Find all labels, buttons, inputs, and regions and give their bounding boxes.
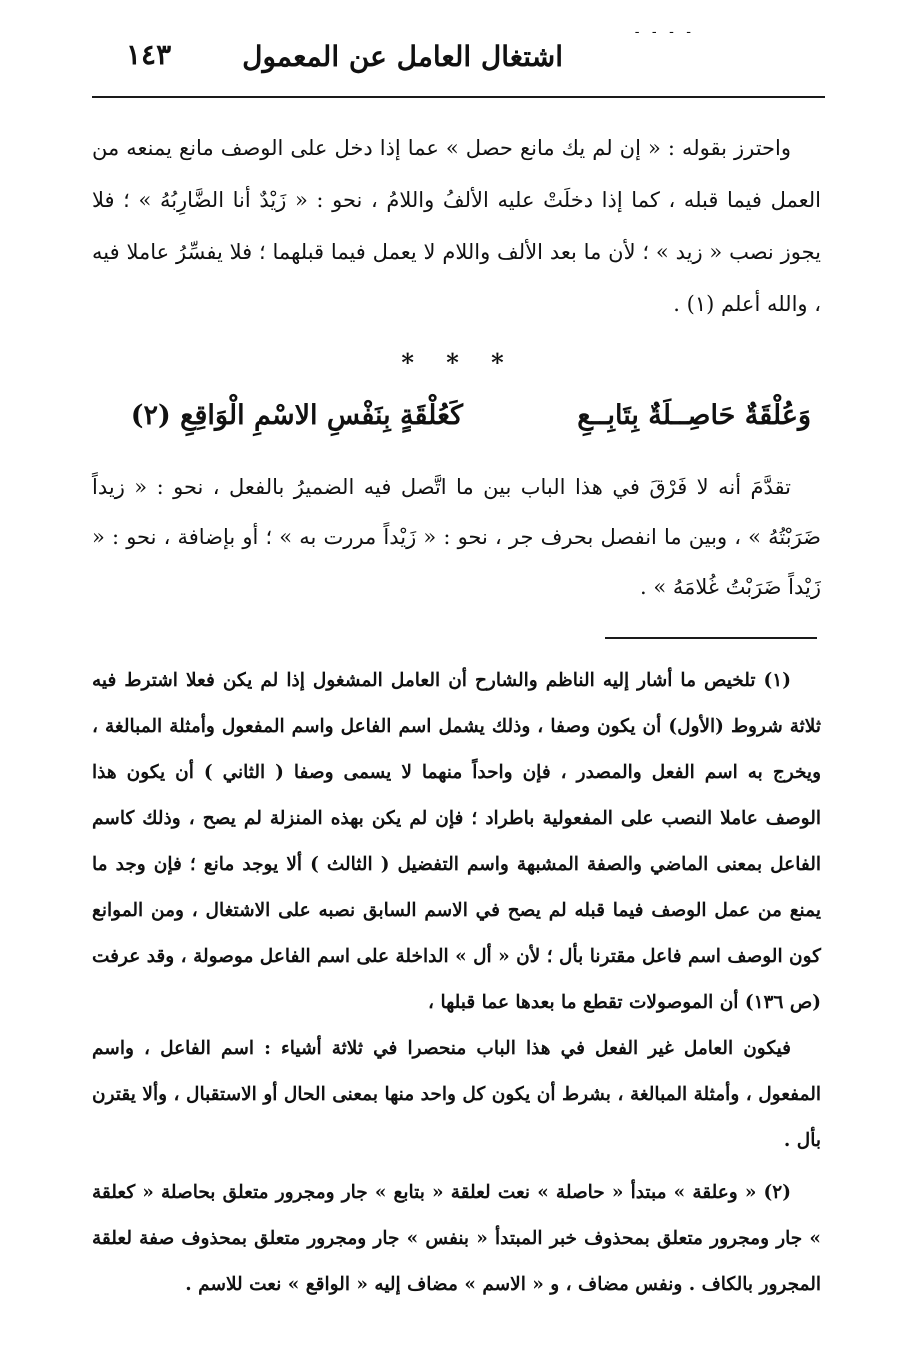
running-title: اشتغال العامل عن المعمول (242, 40, 563, 73)
footnotes (92, 658, 821, 1308)
section-separator: * * * (401, 348, 516, 377)
footnote-1-continued: فيكون العامل غير الفعل في هذا الباب منحصرا في ثلاثة أشياء : اسم الفاعل ، واسم المفعول ، وأمثلة المبالغة ، بشرط أن يكون كل واحد منها بمعنى الحال أو الاستقبال ، وألا يقترن بأل . (92, 1038, 821, 1151)
body-paragraph: واحترز بقوله : « إن لم يك مانع حصل » عما إذا دخل على الوصف مانع يمنعه من العمل فيما قبله ، كما إذا دخلَتْ عليه الألفُ واللامُ ، نحو : « زَيْدٌ أنا الضَّارِبُهُ » ؛ فلا يجوز نصب « زيد » ؛ لأن ما بعد الألف واللام لا يعمل فيما قبلهما ؛ فلا يفسِّرُ عاملا فيه ، والله أعلم (١) . (92, 136, 821, 316)
commentary-text (92, 462, 821, 612)
alfiyya-verse (92, 400, 821, 456)
verse-first-hemistich: وَعُلْقَةٌ حَاصِــلَةٌ بِتَابِــعِ (577, 400, 811, 431)
body-text (92, 122, 821, 330)
page-number: ١٤٣ (126, 38, 172, 71)
commentary-paragraph: تقدَّمَ أنه لا فَرْقَ في هذا الباب بين ما اتَّصل فيه الضميرُ بالفعل ، نحو : « زيداً ضَرَبْتُهُ » ، وبين ما انفصل بحرف جر ، نحو : « زَيْداً مررت به » ؛ أو بإضافة ، نحو : « زَيْداً ضَرَبْتُ غُلامَهُ » . (92, 475, 821, 599)
verse-second-hemistich: كَعُلْقَةٍ بِنَفْسِ الاسْمِ الْوَاقِعِ (٢) (130, 400, 463, 431)
page-header (92, 24, 825, 98)
footnote-2: (٢) « وعلقة » مبتدأ « حاصلة » نعت لعلقة « بتابع » جار ومجرور متعلق بحاصلة « كعلقة » جار ومجرور متعلق بمحذوف خبر المبتدأ « بنفس » جار ومجرور متعلق بمحذوف صفة لعلقة المجرور بالكاف . ونفس مضاف ، و « الاسم » مضاف إليه « الواقع » نعت للاسم . (92, 1182, 821, 1295)
footnote-separator (605, 637, 817, 639)
corner-mark: - - - - (634, 24, 695, 40)
footnote-1: (١) تلخيص ما أشار إليه الناظم والشارح أن العامل المشغول إذا لم يكن فعلا اشترط فيه ثلاثة شروط (الأول) أن يكون وصفا ، وذلك يشمل اسم الفاعل واسم المفعول وأمثلة المبالغة ، ويخرج به اسم الفعل والمصدر ، فإن واحداً منهما لا يسمى وصفا ( الثاني ) أن يكون هذا الوصف عاملا النصب على المفعولية باطراد ؛ فإن لم يكن بهذه المنزلة لم يصح ، وذلك كاسم الفاعل بمعنى الماضي والصفة المشبهة واسم التفضيل ( الثالث ) ألا يوجد مانع ؛ فإن وجد ما يمنع من عمل الوصف فيما قبله لم يصح في الاسم السابق نصبه على الاشتغال ، ومن الموانع كون الوصف اسم فاعل مقترنا بأل ؛ لأن « أل » الداخلة على اسم الفاعل موصولة ، وقد عرفت (ص ١٣٦) أن الموصولات تقطع ما بعدها عما قبلها ، (92, 670, 821, 1013)
